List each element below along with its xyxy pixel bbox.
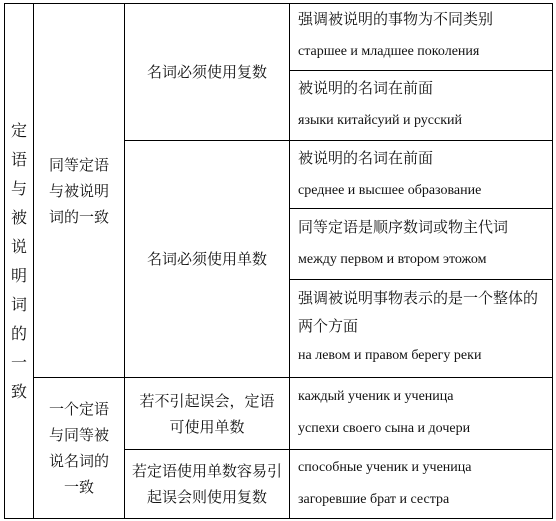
table-divider <box>289 279 553 280</box>
example-condition: 被说明的名词在前面 <box>298 149 434 167</box>
example-russian: языки китайсуий и русский <box>298 113 462 128</box>
singular-rule: 名词必须使用单数 <box>146 250 267 268</box>
example-russian: загоревшие брат и сестра <box>298 492 450 507</box>
example-condition: 强调被说明的事物为不同类别 <box>298 10 494 28</box>
singular-rule-cell <box>125 141 289 377</box>
group2-rule-2: 若定语使用单数容易引起误会则使用复数 <box>131 462 282 506</box>
example-russian: успехи своего сына и дочери <box>298 421 471 436</box>
example-russian: на левом и правом берегу реки <box>298 348 482 363</box>
table-main-heading-cell <box>5 4 33 518</box>
singular-example-2 <box>298 217 508 270</box>
group1-label-cell <box>34 4 124 377</box>
group2-label-cell <box>34 378 124 518</box>
table-border-bottom <box>4 518 553 519</box>
example-russian: каждый ученик и ученица <box>298 389 454 404</box>
example-condition: 同等定语是顺序数词或物主代词 <box>298 218 509 236</box>
singular-example-1 <box>298 148 481 201</box>
group1-label: 同等定语与被说明词的一致 <box>48 155 109 226</box>
table-border-right <box>552 3 553 519</box>
group2-rule-1-cell <box>125 378 289 449</box>
group2-label: 一个定语与同等被说名词的一致 <box>48 400 109 496</box>
group2-examples-1 <box>298 387 470 439</box>
table-divider <box>289 3 290 519</box>
group2-examples-2 <box>298 458 471 510</box>
plural-rule: 名词必须使用复数 <box>146 63 267 81</box>
plural-rule-cell <box>125 4 289 140</box>
example-russian: старшее и младшее поколения <box>298 44 480 59</box>
example-russian: среднее и высшее образование <box>298 183 482 198</box>
group2-rule-1: 若不引起误会，定语可使用单数 <box>139 391 275 436</box>
example-condition: 强调被说明事物表示的是一个整体的两个方面 <box>298 289 539 335</box>
table-divider <box>289 70 553 71</box>
example-condition: 被说明的名词在前面 <box>298 79 434 97</box>
plural-example-2 <box>298 78 462 131</box>
example-russian: между первом и втором этожом <box>298 252 487 267</box>
example-russian: способные ученик и ученица <box>298 460 472 475</box>
table-main-heading: 定语与被说明词的一致 <box>10 121 27 401</box>
singular-example-3 <box>298 284 550 366</box>
table-divider <box>289 208 553 209</box>
group2-rule-2-cell <box>125 450 289 518</box>
plural-example-1 <box>298 9 493 62</box>
